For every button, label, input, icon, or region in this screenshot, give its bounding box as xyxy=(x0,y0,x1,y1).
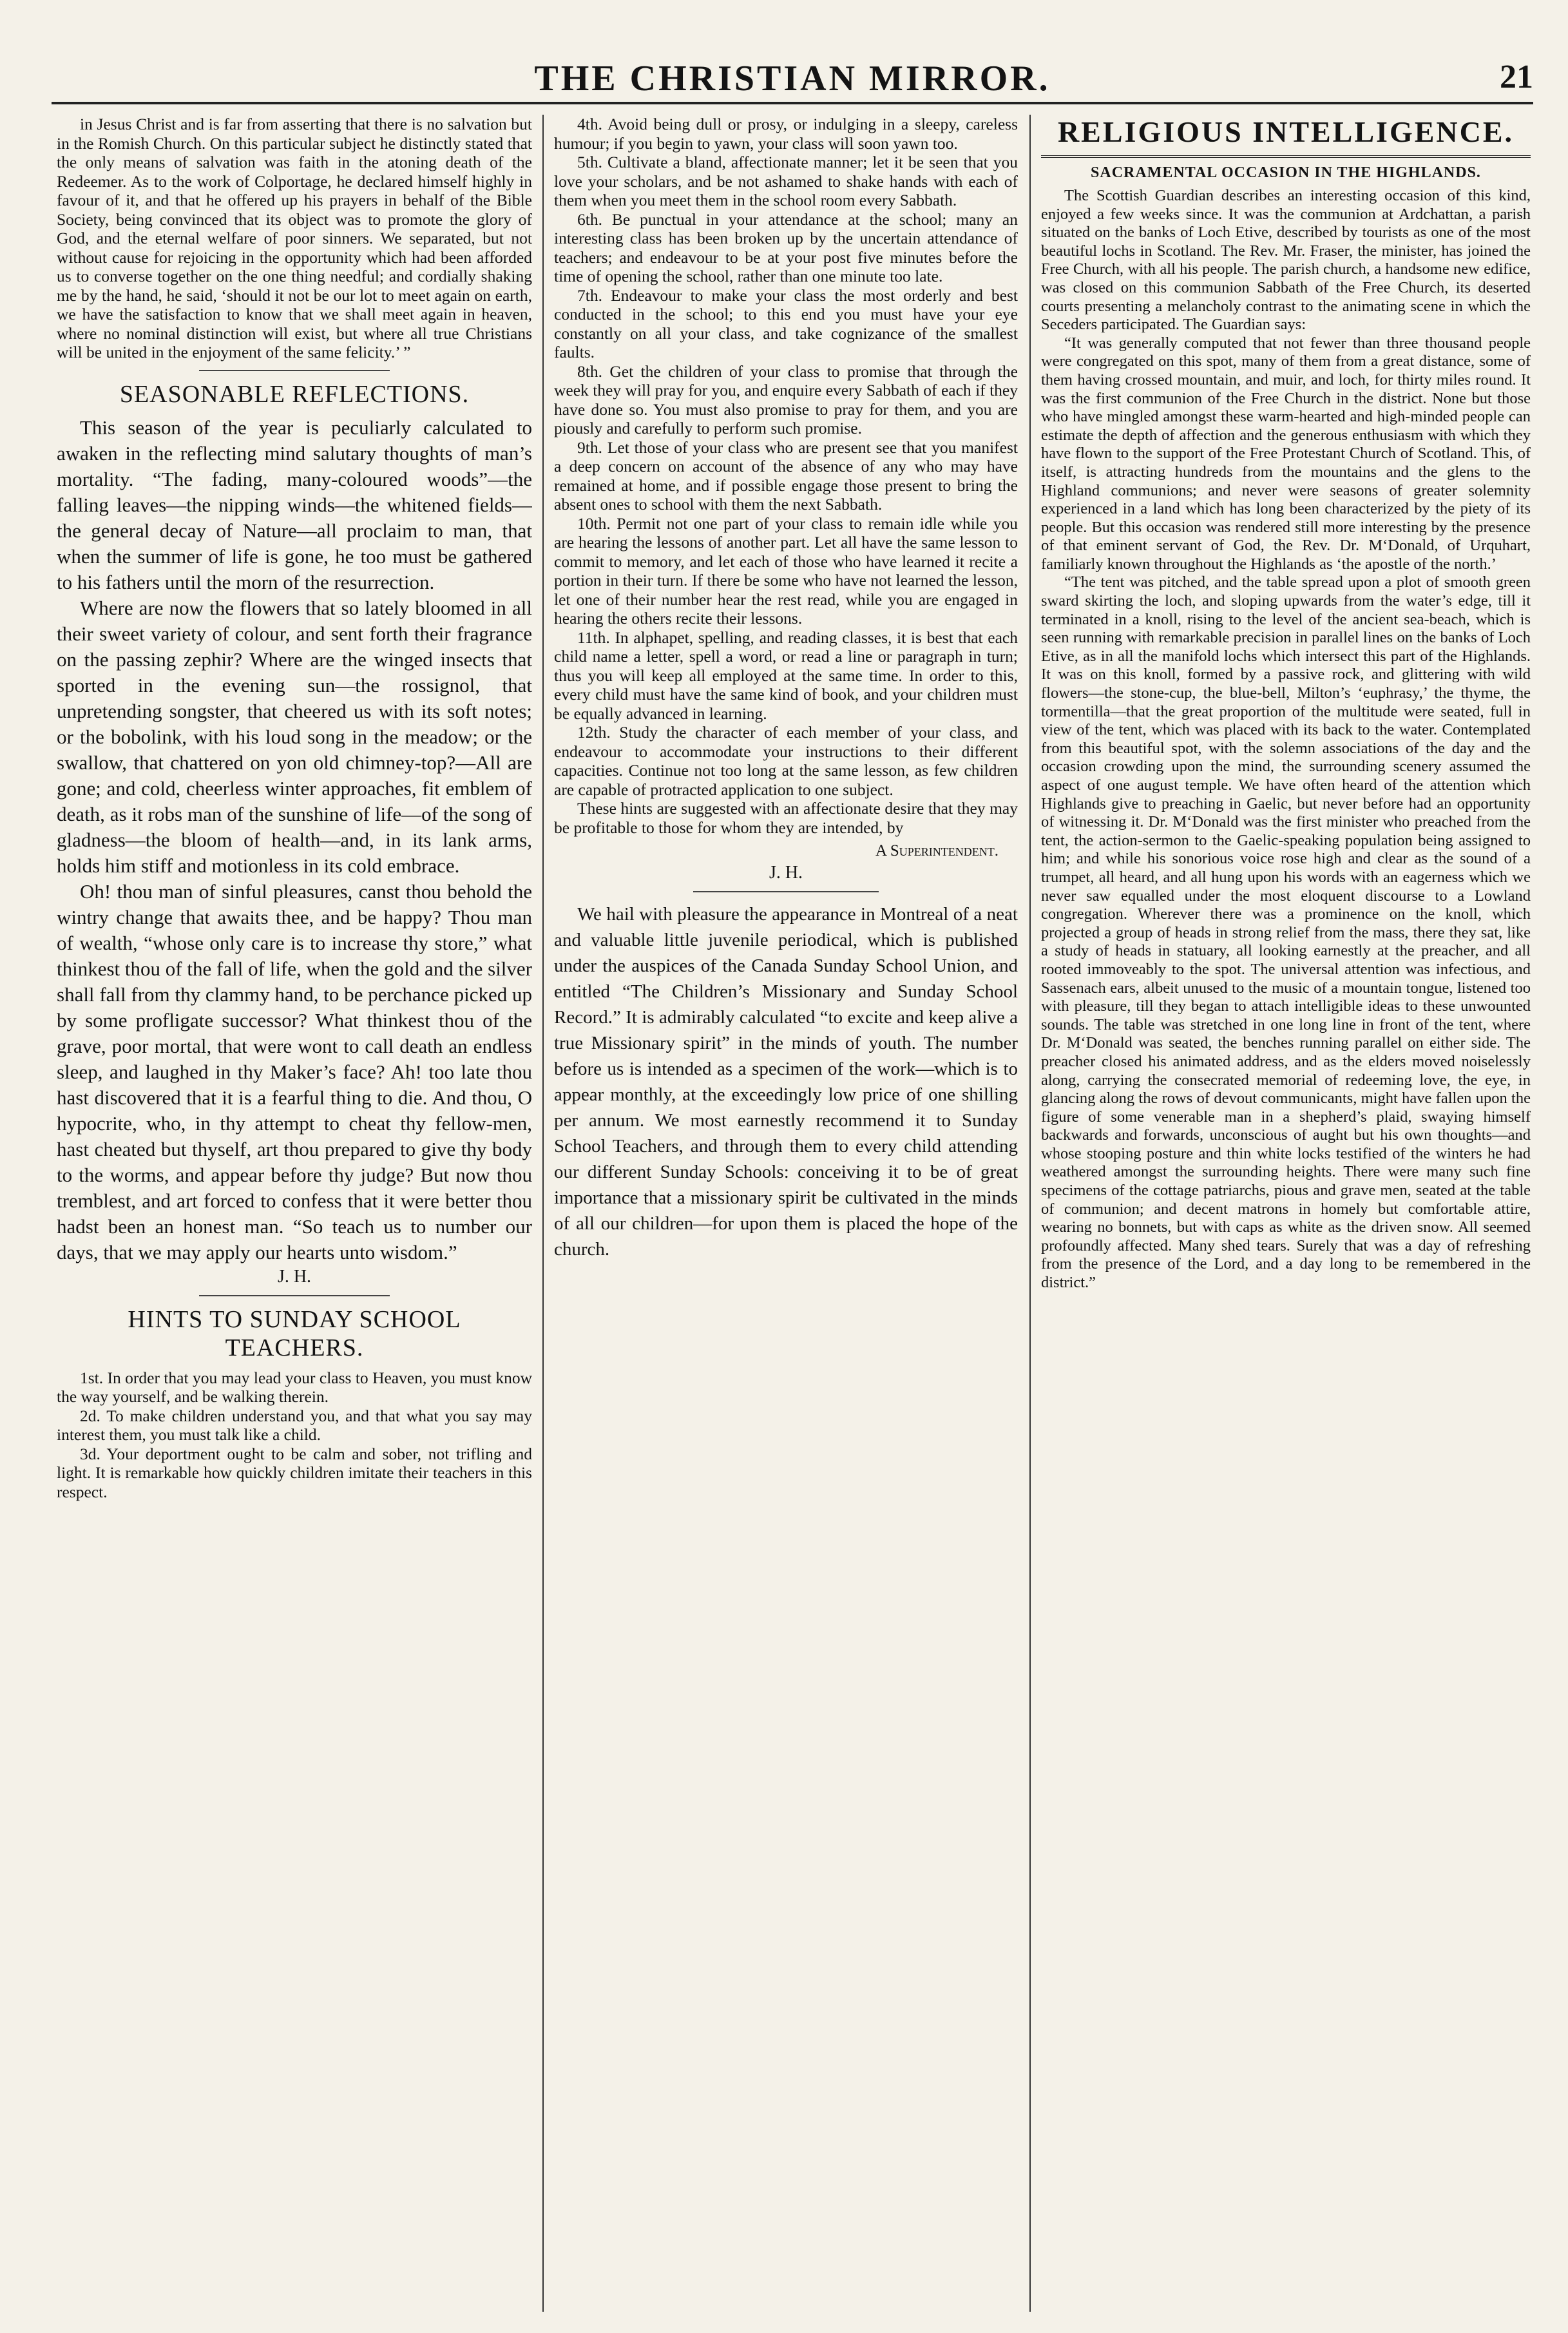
hints-closing: These hints are suggested with an affectionate desire that they may be profitable to those for whom they are intended, by xyxy=(554,799,1018,837)
title-rule xyxy=(1041,155,1531,158)
column-divider xyxy=(1029,115,1031,2312)
hint-item: 12th. Study the character of each member of your class, and endeavour to accommodate your instructions to their different capacities. Continue not too long at the same lesson, as few children are capable of protracted application to one subject. xyxy=(554,723,1018,799)
section-separator xyxy=(199,1295,389,1296)
section-title-hints: HINTS TO SUNDAY SCHOOL TEACHERS. xyxy=(128,1305,461,1361)
article-subtitle: SACRAMENTAL OCCASION IN THE HIGHLANDS. xyxy=(1091,164,1481,181)
column-2 xyxy=(554,115,1018,2318)
section-title-reflections: SEASONABLE REFLECTIONS. xyxy=(119,380,470,408)
column-divider xyxy=(542,115,544,2312)
hint-item: 1st. In order that you may lead your class to Heaven, you must know the way yourself, and be walking therein. xyxy=(57,1368,532,1406)
page-title: THE CHRISTIAN MIRROR. xyxy=(534,59,1051,99)
paragraph: “The tent was pitched, and the table spread upon a plot of smooth green sward skirting the loch, and sloping upwards from the water’s edge, till it terminated in a knoll, rising to the level of the ancient sea-beach, which is seen running with remarkable precision in parallel lines on the banks of Loch Etive, as in all the manifold lochs which intersect this part of the Highlands. It was on this knoll, formed by a passive rock, and glittering with wild flowers—the stone-cup, the blue-bell, Milton’s ‘euphrasy,’ the thyme, the tormentilla—that the great proportion of the multitude were seated, full in view of the tent, which was placed with its back to the water. Contemplated from this beautiful spot, with the solemn associations of the day and the occasion crowding upon the mind, the surrounding scenery assumed the aspect of one august temple. We have often heard of the attention which Highlands give to preaching in Gaelic, but never before had an opportunity of witnessing it. Dr. M‘Donald was the first minister who preached from the tent, the action-sermon to the Gaelic-speaking population being assigned to him; and while his sonorious voice rose high and clear as the sound of a trumpet, all heard, and all hung upon his words with an eagerness which we never saw equalled under the most eloquent discourse to a Lowland congregation. Wherever there was a prominence on the knoll, which projected a group of heads in strong relief from the mass, there they sat, like a study of heads in statuary, all looking earnestly at the preacher, and all rooted immoveably to the spot. The universal attention was infectious, and Sassenach ears, albeit unused to the music of a mountain tongue, listened too with pleasure, till they began to attach intelligible ideas to these unwounted sounds. The table was stretched in one long line in front of the tent, where Dr. M‘Donald was seated, the benches running parallel on either side. The preacher closed his animated address, and as the elders moved noiselessly along, carrying the consecrated memorial of redeeming love, the eye, in glancing along the rows of devout communicants, might have fallen upon the figure of some venerable man in a shepherd’s plaid, swaying himself backwards and forwards, unconscious of aught but his own thoughts—and whose stooping posture and thin white locks testified of the winters he had weathered amongst the surrounding heights. There were many such fine specimens of the cottage patriarchs, pious and grave men, seated at the table of communion; and decent matrons in homely but comfortable attire, wearing no bonnets, but with caps as white as the driven snow. All seemed profoundly affected. Many shed tears. Surely that was a day of refreshing from the presence of the Lord, and a day long to be remembered in the district.” xyxy=(1041,573,1531,1292)
hint-item: 10th. Permit not one part of your class to remain idle while you are hearing the lessons of another part. Let all have the same lesson to commit to memory, and let each of those who have learned it recite a portion in their turn. If there be some who have not learned the lesson, let one of their number hear the rest read, while you are engaged in hearing the others recite their lessons. xyxy=(554,514,1018,628)
author-mark: J. H. xyxy=(277,1266,312,1287)
author-mark: J. H. xyxy=(769,863,803,883)
signature: A Superintendent. xyxy=(875,842,999,859)
hint-item: 5th. Cultivate a bland, affectionate manner; let it be seen that you love your scholars, and be not ashamed to shake hands with each of them when you meet them in the school room every Sabbath. xyxy=(554,153,1018,209)
section-title-religious: RELIGIOUS INTELLIGENCE. xyxy=(1057,115,1515,148)
hint-item: 6th. Be punctual in your attendance at the school; many an interesting class has been broken up by the uncertain attendance of teachers; and endeavour to be at your post five minutes before the time of opening the school, rather than one minute too late. xyxy=(554,209,1018,285)
hint-item: 11th. In alphapet, spelling, and reading classes, it is best that each child name a letter, spell a word, or read a line or paragraph in turn; thus you will keep all employed at the same time. In order to this, every child must have the same kind of book, and your children must be equally advanced in learning. xyxy=(554,628,1018,723)
hint-item: 3d. Your deportment ought to be calm and sober, not trifling and light. It is remarkable how quickly children imitate their teachers in this respect. xyxy=(57,1444,532,1501)
article-continuation: in Jesus Christ and is far from asserting that there is no salvation but in the Romish Church. On this particular subject he distinctly stated that the only means of salvation was faith in the atoning death of the Redeemer. As to the work of Colportage, he declared himself highly in favour of it, and that he offered up his prayers in behalf of the Bible Society, being convinced that its object was to promote the glory of God, and the eternal welfare of poor sinners. We separated, but not without cause for rejoicing in the opportunity which had been afforded us to converse together on the one thing needful; and cordially shaking me by the hand, he said, ‘should it not be our lot to meet again on earth, we have the satisfaction to know that we shall meet again in heaven, where no nominal distinction will exist, but where all true Christians will be united in the enjoyment of the same felicity.’ ” xyxy=(57,115,532,361)
hint-item: 9th. Let those of your class who are present see that you manifest a deep concern on account of the absence of any who may have remained at home, and if possible engage those present to bring the absent ones to school with them the next Sabbath. xyxy=(554,437,1018,514)
paragraph: Oh! thou man of sinful pleasures, canst thou behold the wintry change that awaits thee, and be happy? Thou man of wealth, “whose only care is to increase thy store,” what thinkest thou of the fall of life, when the gold and the silver shall fall from thy clammy hand, to be perchance picked up by some profligate successor? What thinkest thou of the grave, poor mortal, that were wont to call death an endless sleep, and laughed in thy Maker’s face? Ah! too late thou hast discovered that it is a fearful thing to die. And thou, O hypocrite, who, in thy attempt to cheat thy fellow-men, hast cheated but thyself, art thou prepared to give thy body to the worms, and appear before thy judge? But now thou tremblest, and art forced to confess that it were better thou hadst been an honest man. “So teach us to number our days, that we may apply our hearts unto wisdom.” xyxy=(57,879,532,1263)
masthead xyxy=(52,58,1533,110)
paragraph: This season of the year is peculiarly calculated to awaken in the reflecting mind salutary thoughts of man’s mortality. “The fading, many-coloured woods”—the falling leaves—the nipping winds—the whitened fields—the general decay of Nature—all proclaim to man, that when the summer of life is gone, he too must be gathered to his fathers until the morn of the resurrection. xyxy=(57,416,532,593)
header-rule xyxy=(52,102,1533,104)
paragraph: Where are now the flowers that so lately bloomed in all their sweet variety of colour, and sent forth their fragrance on the passing zephir? Where are the winged insects that sported in the evening sun—the rossignol, that unpretending songster, that cheered us with its soft notes; or the bobolink, with his loud song in the meadow; or the swallow, that chattered on yon old chimney-top?—All are gone; and cold, cheerless winter approaches, fit emblem of death, as it robs man of the sunshine of life—of the song of gladness—the bloom of health—and, in its lank arms, holds him stiff and motionless in its cold embrace. xyxy=(57,596,532,877)
hint-item: 4th. Avoid being dull or prosy, or indulging in a sleepy, careless humour; if you begin to yawn, your class will soon yawn too. xyxy=(554,115,1018,153)
paragraph: The Scottish Guardian describes an interesting occasion of this kind, enjoyed a few weeks since. It was the communion at Ardchattan, a parish situated on the banks of Loch Etive, described by tourists as one of the most beautiful lochs in Scotland. The Rev. Mr. Fraser, the minister, has joined the Free Church, with all his people. The parish church, a handsome new edifice, was closed on this communion Sabbath of the Free Church, its deserted courts presenting a melancholy contrast to the animating scene in which the Seceders participated. The Guardian says: xyxy=(1041,187,1531,334)
hint-item: 2d. To make children understand you, and that what you say may interest them, you must talk like a child. xyxy=(57,1406,532,1444)
section-separator xyxy=(199,370,389,371)
review-paragraph: We hail with pleasure the appearance in Montreal of a neat and valuable little juvenile periodical, which is published under the auspices of the Canada Sunday School Union, and entitled “The Children’s Missionary and Sunday School Record.” It is admirably calculated “to excite and keep alive a true Missionary spirit” in the minds of youth. The number before us is intended as a specimen of the work—which is to appear monthly, at the exceedingly low price of one shilling per annum. We most earnestly recommend it to Sunday School Teachers, and through them to every child attending our different Sunday Schools: conceiving it to be of great importance that a missionary spirit be cultivated in the minds of all our children—for upon them is placed the hope of the church. xyxy=(554,904,1018,1260)
paragraph: “It was generally computed that not fewer than three thousand people were congregated on this spot, many of them from a great distance, some of them having crossed mountain, and muir, and loch, for thirty miles round. It was the first communion of the Free Church in the district. None but those who have mingled amongst these warm-hearted and high-minded people can estimate the depth of affection and the generous enthusiasm with which they have flown to the support of the Free Protestant Church of Scotland. This, of itself, is attracting hundreds from the mountains and the glens to the Highland communions; and never were seasons of greater solemnity experienced in a land which has long been characterized by the piety of its people. But this occasion was rendered still more interesting by the presence of that eminent servant of God, the Rev. Dr. M‘Donald, of Urquhart, familiarly known throughout the Highlands as ‘the apostle of the north.’ xyxy=(1041,334,1531,573)
page-number: 21 xyxy=(1500,59,1533,95)
section-separator xyxy=(693,891,879,892)
column-1 xyxy=(57,115,532,2318)
column-3 xyxy=(1041,115,1531,2318)
hint-item: 8th. Get the children of your class to promise that through the week they will pray for you, and enquire every Sabbath of each if they have done so. You must also promise to pray for them, and you are piously and carefully to perform such promise. xyxy=(554,361,1018,437)
hint-item: 7th. Endeavour to make your class the most orderly and best conducted in the school; to this end you must have your eye constantly on all your class, and take cognizance of the smallest faults. xyxy=(554,285,1018,361)
